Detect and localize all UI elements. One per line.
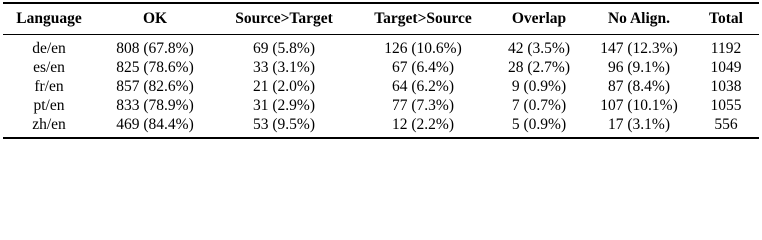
cell-language: de/en	[32, 40, 66, 57]
table-row	[3, 96, 759, 115]
cell-source-target: 33 (3.1%)	[253, 59, 315, 76]
cell-language: fr/en	[34, 78, 64, 95]
alignment-results-table	[3, 2, 759, 139]
cell-total: 1192	[710, 40, 742, 57]
cell-overlap: 42 (3.5%)	[508, 40, 570, 57]
cell-total: 1055	[710, 97, 742, 114]
header-target-source: Target>Source	[353, 3, 493, 35]
cell-target-source: 126 (10.6%)	[384, 40, 462, 57]
cell-overlap: 5 (0.9%)	[493, 115, 585, 138]
cell-ok: 808 (67.8%)	[116, 40, 194, 57]
cell-target-source: 77 (7.3%)	[392, 97, 454, 114]
cell-ok: 469 (84.4%)	[95, 115, 215, 138]
table-row	[3, 77, 759, 96]
cell-overlap: 9 (0.9%)	[511, 78, 567, 95]
cell-no-align: 17 (3.1%)	[585, 115, 693, 138]
table-header-row	[3, 3, 759, 35]
header-source-target: Source>Target	[215, 3, 353, 35]
cell-total: 1049	[710, 59, 742, 76]
cell-ok: 825 (78.6%)	[116, 59, 194, 76]
cell-overlap: 7 (0.7%)	[511, 97, 567, 114]
cell-ok: 857 (82.6%)	[116, 78, 194, 95]
cell-total: 556	[693, 115, 759, 138]
cell-source-target: 31 (2.9%)	[253, 97, 315, 114]
cell-language: pt/en	[33, 97, 65, 114]
cell-total: 1038	[710, 78, 742, 95]
cell-source-target: 53 (9.5%)	[215, 115, 353, 138]
table-row	[3, 35, 759, 59]
cell-source-target: 69 (5.8%)	[253, 40, 315, 57]
cell-target-source: 64 (6.2%)	[392, 78, 454, 95]
cell-no-align: 96 (9.1%)	[608, 59, 670, 76]
cell-no-align: 147 (12.3%)	[600, 40, 678, 57]
table-row	[3, 58, 759, 77]
cell-target-source: 67 (6.4%)	[392, 59, 454, 76]
cell-language: zh/en	[3, 115, 95, 138]
table-row	[3, 115, 759, 138]
header-language: Language	[3, 3, 95, 35]
cell-source-target: 21 (2.0%)	[253, 78, 315, 95]
header-no-align: No Align.	[585, 3, 693, 35]
header-total: Total	[693, 3, 759, 35]
cell-no-align: 107 (10.1%)	[600, 97, 678, 114]
cell-no-align: 87 (8.4%)	[608, 78, 670, 95]
cell-ok: 833 (78.9%)	[116, 97, 194, 114]
cell-language: es/en	[33, 59, 65, 76]
header-ok: OK	[95, 3, 215, 35]
cell-overlap: 28 (2.7%)	[508, 59, 570, 76]
header-overlap: Overlap	[493, 3, 585, 35]
cell-target-source: 12 (2.2%)	[353, 115, 493, 138]
